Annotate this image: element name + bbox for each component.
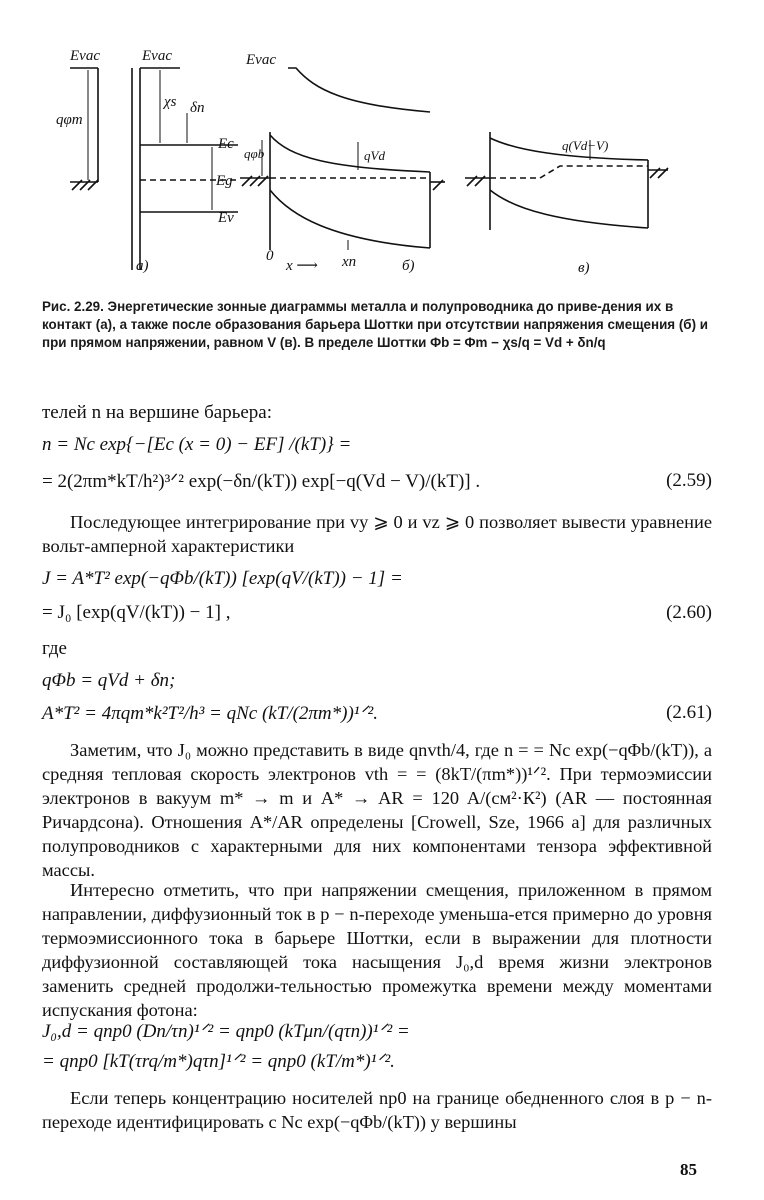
equation-2-62-line-2: = qnp0 [kT(τrq/m*)qτn]¹ᐟ² = qnp0 (kT/m*)¹ᐟ². bbox=[42, 1051, 395, 1072]
equation-number: (2.60) bbox=[666, 602, 712, 623]
label-e-v: Ev bbox=[218, 210, 234, 226]
label-evac-a: Evac bbox=[70, 48, 100, 64]
label-panel-a: a) bbox=[136, 258, 149, 274]
equation-number: (2.61) bbox=[666, 702, 712, 723]
label-evac-b: Evac bbox=[142, 48, 172, 64]
paragraph: Заметим, что J₀ можно представить в виде qnvth/4, где n = = Nc exp(−qΦb/(kT)), а средняя тепловая скорость электронов vth = = (8kT/(πm*))¹ᐟ². При термоэмиссии электронов в вакуум m* → m и A* → AR = 120 A/(см²·К²) (AR — постоянная Ричардсона). Отношения A*/AR определены [Crowell, Sze, 1966 a] для различных полупроводников с характерными для них компонентами тензора эффективной массы. bbox=[42, 740, 712, 880]
label-zero: 0 bbox=[266, 248, 274, 264]
paragraph: Последующее интегрирование при vy ⩾ 0 и vz ⩾ 0 позволяет вывести уравнение вольт-амперной характеристики bbox=[42, 512, 712, 556]
label-q-phi-m: qφm bbox=[56, 112, 83, 128]
text-line: телей n на вершине барьера: bbox=[42, 402, 273, 423]
equation-2-62-line-1: J₀,d = qnp0 (Dn/τn)¹ᐟ² = qnp0 (kTμn/(qτn))¹ᐟ² = bbox=[42, 1021, 410, 1042]
equation-2-61-line-1: qΦb = qVd + δn; bbox=[42, 670, 176, 691]
label-x-n: xn bbox=[342, 254, 357, 270]
equation-2-60-line-2: = J₀ [exp(qV/(kT)) − 1] , bbox=[42, 602, 231, 623]
paragraph: Интересно отметить, что при напряжении смещения, приложенном в прямом направлении, диффузионный ток в p − n-переходе уменьша-ется примерно до уровня термоэмиссионного тока в барьере Шоттки, если в выражении для плотности диффузионной составляющей тока насыщения J₀,d время жизни электронов заменить средней продолжи-тельностью промежутка времени между моментами испускания фотона: bbox=[42, 880, 712, 1020]
label-q-v-d: qVd bbox=[364, 148, 385, 163]
band-diagram-figure bbox=[0, 0, 764, 295]
equation-2-59-line-2: = 2(2πm*kT/h²)³ᐟ² exp(−δn/(kT)) exp[−q(Vd − V)/(kT)] . bbox=[42, 471, 481, 492]
figure-caption: Рис. 2.29. Энергетические зонные диаграммы металла и полупроводника до приве-дения их в контакт (а), а также после образования барьера Шоттки при отсутствии напряжения смещения (б) и при прямом напряжении, равном V (в). В пределе Шоттки Φb = Φm − χs/q = Vd + δn/q bbox=[42, 299, 708, 350]
page-number: 85 bbox=[680, 1160, 697, 1179]
label-chi-s: χs bbox=[164, 94, 177, 110]
label-delta-n: δn bbox=[190, 100, 205, 116]
label-q-phi-b: qφb bbox=[244, 146, 265, 161]
label-e-c: Ec bbox=[218, 136, 234, 152]
equation-2-59-line-1: n = Nc exp{−[Ec (x = 0) − EF] /(kT)} = bbox=[42, 434, 352, 455]
equation-2-61-line-2: A*T² = 4πqm*k²T²/h³ = qNc (kT/(2πm*))¹ᐟ². bbox=[42, 703, 378, 724]
text-line: где bbox=[42, 638, 67, 659]
paragraph: Если теперь концентрацию носителей np0 на границе обедненного слоя в p − n-переходе идентифицировать с Nc exp(−qΦb/(kT)) у вершины bbox=[42, 1088, 712, 1132]
label-q-vd-minus-v: q(Vd−V) bbox=[562, 138, 609, 153]
label-e-g: Eg bbox=[216, 173, 233, 189]
label-evac-c: Evac bbox=[246, 52, 276, 68]
equation-2-60-line-1: J = A*T² exp(−qΦb/(kT)) [exp(qV/(kT)) − 1] = bbox=[42, 568, 403, 589]
label-panel-b: б) bbox=[402, 258, 415, 274]
label-x-arrow: x ⟶ bbox=[286, 258, 318, 274]
equation-number: (2.59) bbox=[666, 470, 712, 491]
label-panel-c: в) bbox=[578, 260, 590, 276]
